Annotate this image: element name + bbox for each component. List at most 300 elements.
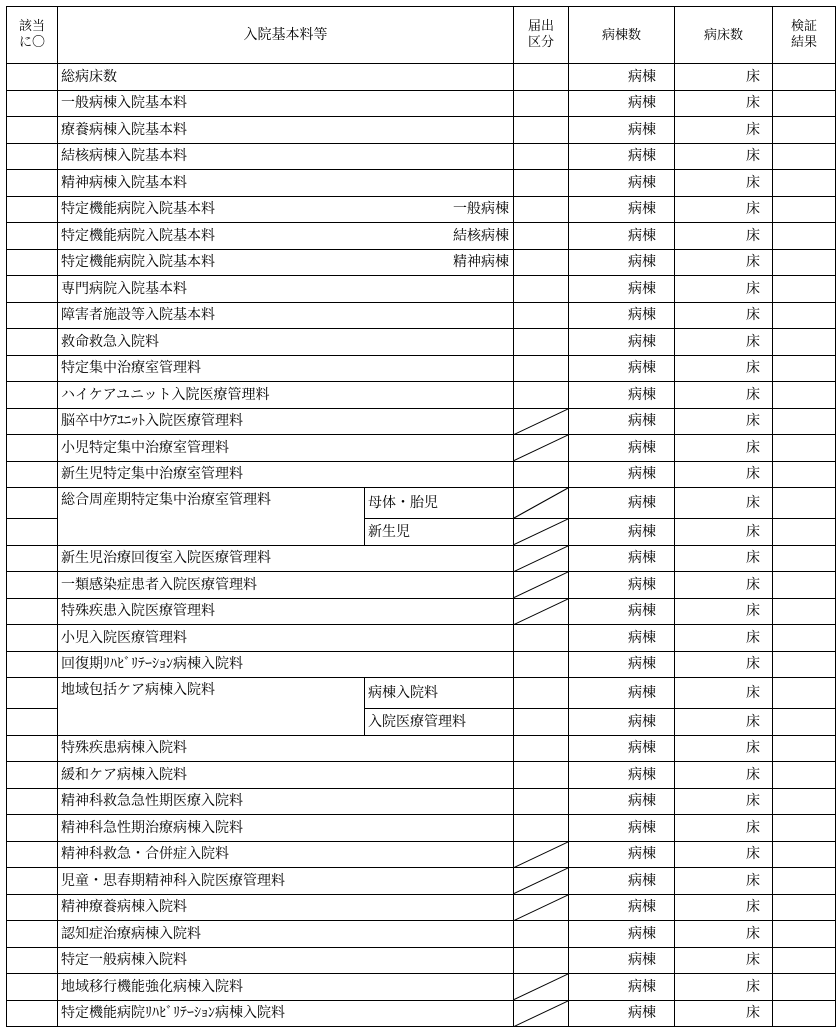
bed-count-cell[interactable] bbox=[675, 709, 773, 736]
applicable-cell[interactable] bbox=[7, 678, 58, 709]
verification-cell[interactable] bbox=[773, 788, 836, 815]
verification-cell[interactable] bbox=[773, 625, 836, 652]
verification-cell[interactable] bbox=[773, 598, 836, 625]
bed-count-cell[interactable] bbox=[675, 90, 773, 117]
item-name: 小児入院医療管理料 bbox=[61, 629, 187, 646]
verification-cell[interactable] bbox=[773, 196, 836, 223]
verification-cell[interactable] bbox=[773, 117, 836, 144]
bed-count-cell[interactable] bbox=[675, 1000, 773, 1027]
bed-count-cell[interactable] bbox=[675, 408, 773, 435]
item-name-cell bbox=[58, 572, 514, 599]
applicable-cell[interactable] bbox=[7, 408, 58, 435]
item-ward-type: 精神病棟 bbox=[453, 254, 509, 271]
notification-cell[interactable] bbox=[514, 974, 569, 1001]
table-row bbox=[7, 170, 836, 197]
notification-cell[interactable] bbox=[514, 90, 569, 117]
verification-cell[interactable] bbox=[773, 170, 836, 197]
applicable-cell[interactable] bbox=[7, 868, 58, 895]
verification-cell[interactable] bbox=[773, 572, 836, 599]
bed-unit: 床 bbox=[746, 1005, 760, 1022]
ward-count-cell[interactable] bbox=[569, 625, 675, 652]
applicable-cell[interactable] bbox=[7, 651, 58, 678]
applicable-cell[interactable] bbox=[7, 519, 58, 546]
notification-cell[interactable] bbox=[514, 117, 569, 144]
ward-count-cell[interactable] bbox=[569, 382, 675, 409]
bed-count-cell[interactable] bbox=[675, 64, 773, 91]
ward-count-cell[interactable] bbox=[569, 355, 675, 382]
applicable-cell[interactable] bbox=[7, 249, 58, 276]
item-name-cell bbox=[58, 435, 514, 462]
ward-count-cell[interactable] bbox=[569, 519, 675, 546]
item-name: 一般病棟入院基本料 bbox=[61, 95, 187, 112]
bed-count-cell[interactable] bbox=[675, 519, 773, 546]
bed-count-cell[interactable] bbox=[675, 545, 773, 572]
verification-cell[interactable] bbox=[773, 355, 836, 382]
verification-cell[interactable] bbox=[773, 921, 836, 948]
item-name: 精神病棟入院基本料 bbox=[61, 174, 187, 191]
verification-cell[interactable] bbox=[773, 488, 836, 519]
ward-unit: 病棟 bbox=[628, 254, 656, 271]
ward-count-cell[interactable] bbox=[569, 868, 675, 895]
ward-count-cell[interactable] bbox=[569, 488, 675, 519]
applicable-cell[interactable] bbox=[7, 223, 58, 250]
table-row bbox=[7, 678, 836, 709]
not-applicable-slash bbox=[514, 435, 568, 461]
ward-count-cell[interactable] bbox=[569, 678, 675, 709]
applicable-cell[interactable] bbox=[7, 625, 58, 652]
notification-cell[interactable] bbox=[514, 545, 569, 572]
applicable-cell[interactable] bbox=[7, 735, 58, 762]
applicable-cell[interactable] bbox=[7, 90, 58, 117]
ward-unit: 病棟 bbox=[628, 603, 656, 620]
applicable-cell[interactable] bbox=[7, 488, 58, 519]
applicable-cell[interactable] bbox=[7, 461, 58, 488]
wards-header: 病棟数 bbox=[569, 7, 675, 64]
item-name-cell bbox=[58, 355, 514, 382]
notification-cell[interactable] bbox=[514, 488, 569, 519]
notification-cell[interactable] bbox=[514, 329, 569, 356]
verification-cell[interactable] bbox=[773, 545, 836, 572]
ward-count-cell[interactable] bbox=[569, 223, 675, 250]
item-name-cell bbox=[58, 678, 365, 709]
bed-count-cell[interactable] bbox=[675, 947, 773, 974]
bed-count-cell[interactable] bbox=[675, 382, 773, 409]
verification-cell[interactable] bbox=[773, 90, 836, 117]
applicable-cell[interactable] bbox=[7, 276, 58, 303]
not-applicable-slash bbox=[514, 842, 568, 868]
notification-cell[interactable] bbox=[514, 625, 569, 652]
notification-cell[interactable] bbox=[514, 678, 569, 709]
ward-unit: 病棟 bbox=[628, 872, 656, 889]
verification-cell[interactable] bbox=[773, 329, 836, 356]
ward-count-cell[interactable] bbox=[569, 947, 675, 974]
bed-count-cell[interactable] bbox=[675, 488, 773, 519]
item-name-cell bbox=[58, 223, 514, 250]
bed-count-cell[interactable] bbox=[675, 735, 773, 762]
verification-cell[interactable] bbox=[773, 678, 836, 709]
bed-count-cell[interactable] bbox=[675, 598, 773, 625]
verification-cell[interactable] bbox=[773, 815, 836, 842]
table-row bbox=[7, 302, 836, 329]
notification-cell[interactable] bbox=[514, 196, 569, 223]
item-name-cell bbox=[58, 170, 514, 197]
notification-cell[interactable] bbox=[514, 572, 569, 599]
applicable-cell[interactable] bbox=[7, 143, 58, 170]
bed-count-cell[interactable] bbox=[675, 868, 773, 895]
verification-cell[interactable] bbox=[773, 947, 836, 974]
bed-count-cell[interactable] bbox=[675, 249, 773, 276]
item-name-cell bbox=[58, 329, 514, 356]
bed-count-cell[interactable] bbox=[675, 625, 773, 652]
verification-cell[interactable] bbox=[773, 64, 836, 91]
notification-cell[interactable] bbox=[514, 598, 569, 625]
table-row bbox=[7, 249, 836, 276]
hospitalization-fee-table-container bbox=[6, 6, 836, 1027]
item-name-cell bbox=[58, 461, 514, 488]
bed-unit: 床 bbox=[746, 819, 760, 836]
table-row bbox=[7, 868, 836, 895]
applicable-cell[interactable] bbox=[7, 302, 58, 329]
ward-unit: 病棟 bbox=[628, 201, 656, 218]
verification-header-line1: 検証 bbox=[790, 18, 817, 34]
bed-count-cell[interactable] bbox=[675, 974, 773, 1001]
applicable-cell[interactable] bbox=[7, 598, 58, 625]
item-subtype: 病棟入院料 bbox=[368, 685, 438, 701]
ward-count-cell[interactable] bbox=[569, 196, 675, 223]
table-row bbox=[7, 329, 836, 356]
table-row bbox=[7, 382, 836, 409]
bed-count-cell[interactable] bbox=[675, 894, 773, 921]
notification-header-line1: 届出 bbox=[527, 18, 554, 34]
notification-cell[interactable] bbox=[514, 519, 569, 546]
bed-unit: 床 bbox=[746, 386, 760, 403]
notification-cell[interactable] bbox=[514, 894, 569, 921]
item-name-cell bbox=[58, 488, 365, 519]
item-name: 精神療養病棟入院料 bbox=[61, 899, 187, 916]
notification-cell[interactable] bbox=[514, 461, 569, 488]
table-row bbox=[7, 488, 836, 519]
bed-count-cell[interactable] bbox=[675, 170, 773, 197]
item-name-cell bbox=[58, 815, 514, 842]
applicable-cell[interactable] bbox=[7, 196, 58, 223]
bed-unit: 床 bbox=[746, 495, 760, 511]
applicable-cell[interactable] bbox=[7, 572, 58, 599]
ward-count-cell[interactable] bbox=[569, 762, 675, 789]
notification-cell[interactable] bbox=[514, 276, 569, 303]
verification-cell[interactable] bbox=[773, 841, 836, 868]
notification-cell[interactable] bbox=[514, 841, 569, 868]
bed-count-cell[interactable] bbox=[675, 355, 773, 382]
applicable-cell[interactable] bbox=[7, 329, 58, 356]
bed-count-cell[interactable] bbox=[675, 651, 773, 678]
item-name: 精神科救急急性期医療入院料 bbox=[61, 793, 243, 810]
notification-cell[interactable] bbox=[514, 921, 569, 948]
applicable-header-line1: 該当 bbox=[18, 18, 45, 34]
applicable-cell[interactable] bbox=[7, 709, 58, 736]
applicable-cell[interactable] bbox=[7, 974, 58, 1001]
ward-count-cell[interactable] bbox=[569, 651, 675, 678]
not-applicable-slash bbox=[514, 868, 568, 894]
applicable-cell[interactable] bbox=[7, 762, 58, 789]
bed-unit: 床 bbox=[746, 766, 760, 783]
bed-count-cell[interactable] bbox=[675, 435, 773, 462]
bed-unit: 床 bbox=[746, 201, 760, 218]
ward-count-cell[interactable] bbox=[569, 90, 675, 117]
notification-cell[interactable] bbox=[514, 64, 569, 91]
bed-unit: 床 bbox=[746, 95, 760, 112]
bed-count-cell[interactable] bbox=[675, 461, 773, 488]
notification-cell[interactable] bbox=[514, 408, 569, 435]
ward-count-cell[interactable] bbox=[569, 735, 675, 762]
table-row bbox=[7, 788, 836, 815]
not-applicable-slash bbox=[514, 974, 568, 1000]
ward-unit: 病棟 bbox=[628, 550, 656, 567]
ward-count-cell[interactable] bbox=[569, 709, 675, 736]
not-applicable-slash bbox=[514, 546, 568, 572]
item-name: 特定一般病棟入院料 bbox=[61, 952, 187, 969]
applicable-header-line2: に〇 bbox=[18, 35, 45, 50]
bed-count-cell[interactable] bbox=[675, 921, 773, 948]
verification-cell[interactable] bbox=[773, 435, 836, 462]
applicable-cell[interactable] bbox=[7, 170, 58, 197]
verification-cell[interactable] bbox=[773, 276, 836, 303]
applicable-cell[interactable] bbox=[7, 1000, 58, 1027]
bed-unit: 床 bbox=[746, 360, 760, 377]
not-applicable-slash bbox=[514, 572, 568, 598]
item-name-cell bbox=[58, 408, 514, 435]
ward-unit: 病棟 bbox=[628, 685, 656, 701]
ward-unit: 病棟 bbox=[628, 656, 656, 673]
applicable-cell[interactable] bbox=[7, 64, 58, 91]
table-row bbox=[7, 90, 836, 117]
verification-cell[interactable] bbox=[773, 868, 836, 895]
ward-unit: 病棟 bbox=[628, 360, 656, 377]
table-row bbox=[7, 545, 836, 572]
applicable-cell[interactable] bbox=[7, 435, 58, 462]
ward-count-cell[interactable] bbox=[569, 143, 675, 170]
bed-count-cell[interactable] bbox=[675, 223, 773, 250]
ward-count-cell[interactable] bbox=[569, 408, 675, 435]
ward-unit: 病棟 bbox=[628, 952, 656, 969]
item-name: ハイケアユニット入院医療管理料 bbox=[61, 386, 270, 403]
header-row bbox=[7, 7, 836, 64]
bed-unit: 床 bbox=[746, 925, 760, 942]
verification-cell[interactable] bbox=[773, 408, 836, 435]
verification-cell[interactable] bbox=[773, 302, 836, 329]
item-name: 特定機能病院入院基本料 bbox=[61, 227, 215, 244]
bed-count-cell[interactable] bbox=[675, 117, 773, 144]
ward-unit: 病棟 bbox=[628, 925, 656, 942]
verification-cell[interactable] bbox=[773, 735, 836, 762]
item-name: 一類感染症患者入院医療管理料 bbox=[61, 576, 257, 593]
ward-count-cell[interactable] bbox=[569, 841, 675, 868]
bed-unit: 床 bbox=[746, 413, 760, 430]
notification-cell[interactable] bbox=[514, 735, 569, 762]
bed-count-cell[interactable] bbox=[675, 841, 773, 868]
notification-cell[interactable] bbox=[514, 249, 569, 276]
ward-count-cell[interactable] bbox=[569, 170, 675, 197]
item-name: 特殊疾患病棟入院料 bbox=[61, 740, 187, 757]
ward-count-cell[interactable] bbox=[569, 545, 675, 572]
notification-cell[interactable] bbox=[514, 170, 569, 197]
bed-count-cell[interactable] bbox=[675, 762, 773, 789]
notification-header bbox=[514, 7, 569, 64]
item-name-cell bbox=[58, 788, 514, 815]
ward-count-cell[interactable] bbox=[569, 435, 675, 462]
ward-count-cell[interactable] bbox=[569, 249, 675, 276]
notification-cell[interactable] bbox=[514, 709, 569, 736]
bed-unit: 床 bbox=[746, 550, 760, 567]
not-applicable-slash bbox=[514, 895, 568, 921]
item-name-cell bbox=[58, 625, 514, 652]
table-row bbox=[7, 435, 836, 462]
notification-cell[interactable] bbox=[514, 355, 569, 382]
item-name-cell bbox=[58, 249, 514, 276]
item-name-cell bbox=[58, 709, 365, 736]
bed-count-cell[interactable] bbox=[675, 196, 773, 223]
item-name-cell bbox=[58, 868, 514, 895]
ward-count-cell[interactable] bbox=[569, 894, 675, 921]
bed-count-cell[interactable] bbox=[675, 678, 773, 709]
ward-count-cell[interactable] bbox=[569, 1000, 675, 1027]
table-row bbox=[7, 461, 836, 488]
item-name: 特殊疾患入院医療管理料 bbox=[61, 603, 215, 620]
table-row bbox=[7, 762, 836, 789]
ward-unit: 病棟 bbox=[628, 95, 656, 112]
bed-unit: 床 bbox=[746, 872, 760, 889]
applicable-cell[interactable] bbox=[7, 545, 58, 572]
not-applicable-slash bbox=[514, 599, 568, 625]
ward-unit: 病棟 bbox=[628, 793, 656, 810]
item-subtype: 入院医療管理料 bbox=[368, 713, 466, 730]
notification-cell[interactable] bbox=[514, 435, 569, 462]
ward-unit: 病棟 bbox=[628, 333, 656, 350]
ward-count-cell[interactable] bbox=[569, 572, 675, 599]
applicable-cell[interactable] bbox=[7, 921, 58, 948]
verification-cell[interactable] bbox=[773, 974, 836, 1001]
bed-unit: 床 bbox=[746, 68, 760, 85]
bed-count-cell[interactable] bbox=[675, 276, 773, 303]
ward-unit: 病棟 bbox=[628, 629, 656, 646]
notification-cell[interactable] bbox=[514, 382, 569, 409]
ward-unit: 病棟 bbox=[628, 148, 656, 165]
ward-count-cell[interactable] bbox=[569, 302, 675, 329]
ward-count-cell[interactable] bbox=[569, 598, 675, 625]
notification-cell[interactable] bbox=[514, 223, 569, 250]
table-row bbox=[7, 64, 836, 91]
verification-cell[interactable] bbox=[773, 762, 836, 789]
notification-cell[interactable] bbox=[514, 651, 569, 678]
ward-unit: 病棟 bbox=[628, 846, 656, 863]
notification-cell[interactable] bbox=[514, 1000, 569, 1027]
notification-cell[interactable] bbox=[514, 868, 569, 895]
not-applicable-slash bbox=[514, 519, 568, 545]
notification-header-line2: 区分 bbox=[527, 35, 554, 50]
applicable-cell[interactable] bbox=[7, 841, 58, 868]
verification-cell[interactable] bbox=[773, 461, 836, 488]
item-name: 精神科急性期治療病棟入院料 bbox=[61, 819, 243, 836]
applicable-cell[interactable] bbox=[7, 355, 58, 382]
item-subtype-cell bbox=[365, 678, 514, 709]
notification-cell[interactable] bbox=[514, 788, 569, 815]
verification-cell[interactable] bbox=[773, 519, 836, 546]
verification-cell[interactable] bbox=[773, 223, 836, 250]
item-name-cell bbox=[58, 651, 514, 678]
bed-count-cell[interactable] bbox=[675, 815, 773, 842]
item-name: 総病床数 bbox=[61, 68, 117, 85]
ward-count-cell[interactable] bbox=[569, 64, 675, 91]
verification-cell[interactable] bbox=[773, 651, 836, 678]
item-name: 新生児治療回復室入院医療管理料 bbox=[61, 550, 271, 567]
notification-cell[interactable] bbox=[514, 302, 569, 329]
applicable-cell[interactable] bbox=[7, 788, 58, 815]
item-name-cell bbox=[58, 64, 514, 91]
table-row bbox=[7, 709, 836, 736]
ward-count-cell[interactable] bbox=[569, 461, 675, 488]
verification-cell[interactable] bbox=[773, 894, 836, 921]
bed-unit: 床 bbox=[746, 280, 760, 297]
item-name-cell bbox=[58, 841, 514, 868]
applicable-cell[interactable] bbox=[7, 947, 58, 974]
ward-count-cell[interactable] bbox=[569, 329, 675, 356]
bed-count-cell[interactable] bbox=[675, 329, 773, 356]
verification-cell[interactable] bbox=[773, 249, 836, 276]
ward-count-cell[interactable] bbox=[569, 117, 675, 144]
bed-count-cell[interactable] bbox=[675, 143, 773, 170]
ward-unit: 病棟 bbox=[628, 307, 656, 324]
ward-unit: 病棟 bbox=[628, 280, 656, 297]
table-row bbox=[7, 735, 836, 762]
ward-count-cell[interactable] bbox=[569, 788, 675, 815]
notification-cell[interactable] bbox=[514, 815, 569, 842]
table-row bbox=[7, 276, 836, 303]
notification-cell[interactable] bbox=[514, 143, 569, 170]
item-name-cell bbox=[58, 545, 514, 572]
item-subtype: 母体・胎児 bbox=[368, 495, 438, 511]
item-name: 回復期ﾘﾊﾋﾞﾘﾃｰｼｮﾝ病棟入院料 bbox=[61, 656, 243, 673]
ward-count-cell[interactable] bbox=[569, 921, 675, 948]
applicable-cell[interactable] bbox=[7, 117, 58, 144]
ward-unit: 病棟 bbox=[628, 413, 656, 430]
verification-cell[interactable] bbox=[773, 1000, 836, 1027]
ward-count-cell[interactable] bbox=[569, 276, 675, 303]
item-name: 児童・思春期精神科入院医療管理料 bbox=[61, 872, 285, 889]
bed-count-cell[interactable] bbox=[675, 788, 773, 815]
ward-count-cell[interactable] bbox=[569, 815, 675, 842]
notification-cell[interactable] bbox=[514, 762, 569, 789]
ward-unit: 病棟 bbox=[628, 174, 656, 191]
item-name: 特定機能病院入院基本料 bbox=[61, 201, 215, 218]
verification-cell[interactable] bbox=[773, 709, 836, 736]
item-name-cell bbox=[58, 196, 514, 223]
applicable-cell[interactable] bbox=[7, 894, 58, 921]
bed-count-cell[interactable] bbox=[675, 572, 773, 599]
ward-count-cell[interactable] bbox=[569, 974, 675, 1001]
notification-cell[interactable] bbox=[514, 947, 569, 974]
verification-cell[interactable] bbox=[773, 382, 836, 409]
applicable-cell[interactable] bbox=[7, 382, 58, 409]
bed-count-cell[interactable] bbox=[675, 302, 773, 329]
bed-unit: 床 bbox=[746, 603, 760, 620]
ward-unit: 病棟 bbox=[628, 576, 656, 593]
applicable-cell[interactable] bbox=[7, 815, 58, 842]
ward-unit: 病棟 bbox=[628, 1005, 656, 1022]
bed-unit: 床 bbox=[746, 148, 760, 165]
table-row bbox=[7, 625, 836, 652]
ward-unit: 病棟 bbox=[628, 227, 656, 244]
verification-cell[interactable] bbox=[773, 143, 836, 170]
ward-unit: 病棟 bbox=[628, 495, 656, 511]
